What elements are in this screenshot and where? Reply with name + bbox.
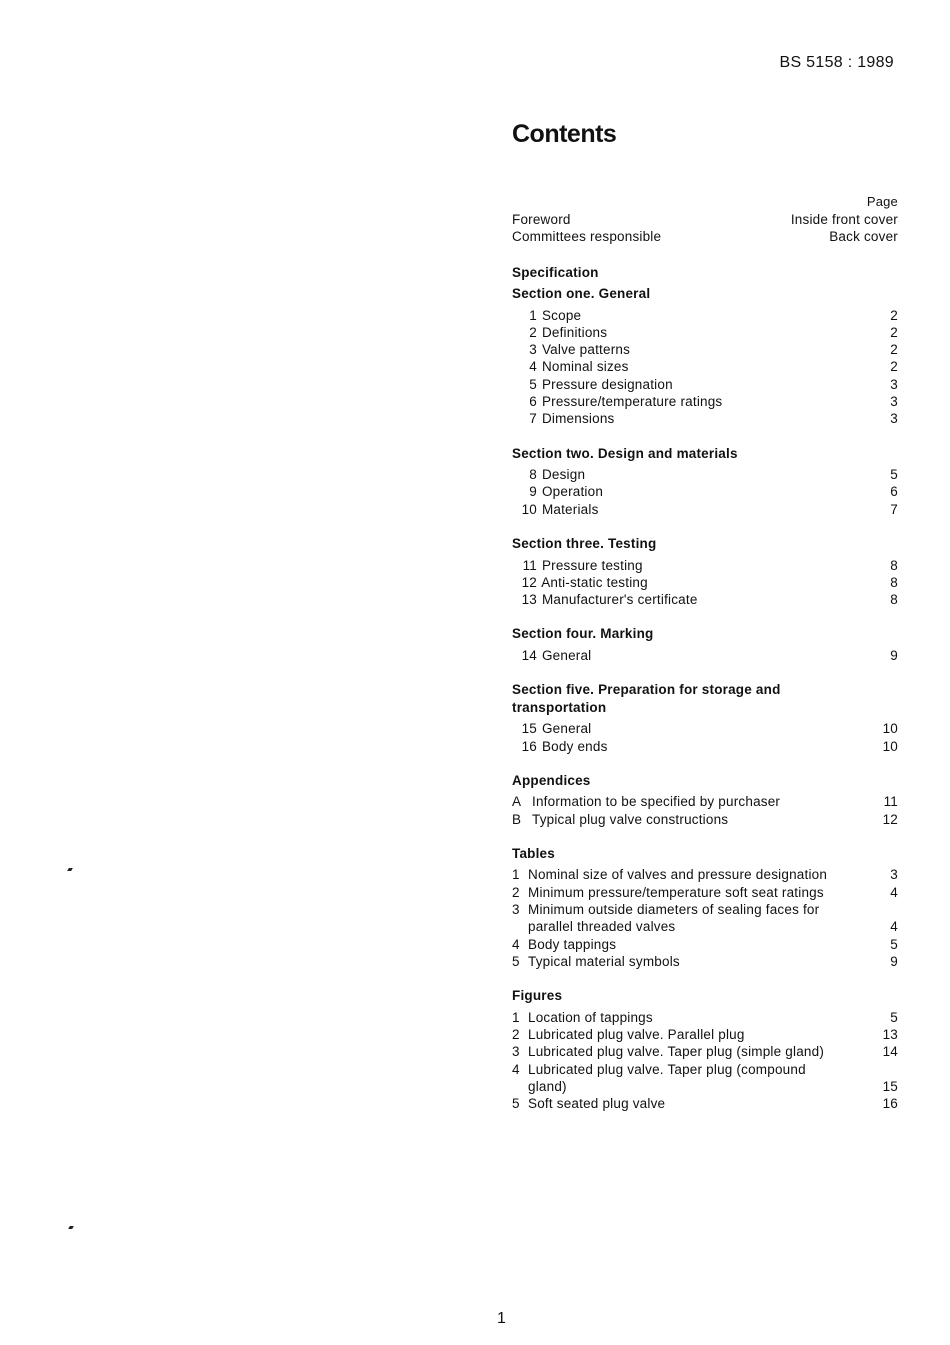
tables-heading: Tables (512, 845, 555, 861)
clause-number: 2 (529, 324, 537, 340)
clause-number: 15 (521, 721, 537, 737)
toc-entry[interactable] (512, 793, 898, 810)
scan-speck (67, 868, 73, 871)
appendix-letter: B (512, 811, 522, 827)
document-code: BS 5158 : 1989 (779, 54, 894, 71)
clause-number: 13 (521, 592, 537, 608)
clause-title: Definitions (541, 324, 608, 340)
toc-entry[interactable] (512, 647, 898, 664)
clause-title: Materials (541, 501, 599, 517)
toc-entry[interactable] (512, 738, 898, 755)
toc-page: Back cover (829, 229, 898, 245)
section-five-heading-line1: Section five. Preparation for storage and (512, 682, 781, 698)
toc-page: 13 (882, 1027, 898, 1043)
toc-entry[interactable] (512, 358, 898, 375)
section-one-heading: Section one. General (512, 286, 651, 302)
figure-title-line1: Lubricated plug valve. Taper plug (compound (528, 1061, 806, 1077)
toc-page: 3 (890, 376, 898, 392)
toc-page: 5 (890, 467, 898, 483)
clause-title: Design (541, 467, 586, 483)
toc-page: 8 (890, 574, 898, 590)
toc-page: 10 (882, 738, 898, 754)
clause-title: Anti-static testing (541, 574, 648, 590)
table-number: 5 (512, 953, 520, 969)
toc-page: 16 (882, 1096, 898, 1112)
section-five-heading-line2: transportation (512, 699, 607, 715)
toc-entry[interactable] (512, 324, 898, 341)
toc-entry[interactable] (512, 410, 898, 427)
toc-entry[interactable] (512, 1009, 898, 1026)
clause-title: General (541, 721, 592, 737)
table-number: 2 (512, 884, 520, 900)
toc-page: 11 (883, 794, 898, 810)
clause-title: Valve patterns (541, 342, 631, 358)
toc-entry[interactable] (512, 501, 898, 518)
clause-title: Operation (541, 484, 604, 500)
toc-page: 9 (890, 953, 898, 969)
toc-page: 6 (890, 484, 898, 500)
clause-title: General (541, 647, 592, 663)
toc-page: 2 (890, 307, 898, 323)
clause-number: 7 (529, 411, 537, 427)
toc-page: 8 (890, 557, 898, 573)
figure-number: 1 (512, 1009, 520, 1025)
clause-title: Scope (541, 307, 582, 323)
clause-number: 9 (529, 484, 537, 500)
toc-page: 14 (882, 1044, 898, 1060)
table-number: 3 (512, 902, 520, 918)
toc-page: 3 (890, 867, 898, 883)
table-title: Typical material symbols (528, 953, 680, 969)
figure-title: Location of tappings (528, 1009, 653, 1025)
clause-number: 11 (522, 557, 537, 573)
section-four-heading: Section four. Marking (512, 626, 654, 642)
toc-page: 4 (890, 884, 898, 900)
toc-entry[interactable] (512, 376, 898, 393)
page-column-label: Page (866, 194, 898, 209)
figure-number: 2 (512, 1027, 520, 1043)
toc-page: 12 (882, 811, 898, 827)
toc-entry[interactable] (512, 866, 898, 883)
toc-page: 3 (890, 394, 898, 410)
figure-number: 5 (512, 1096, 520, 1112)
scan-speck (68, 1226, 74, 1229)
clause-number: 3 (529, 342, 537, 358)
clause-number: 8 (529, 467, 537, 483)
toc-entry[interactable] (512, 466, 898, 483)
toc-entry[interactable] (512, 936, 898, 953)
table-title: Body tappings (528, 936, 617, 952)
clause-number: 5 (529, 376, 537, 392)
clause-number: 16 (521, 738, 537, 754)
toc-page: 15 (882, 1078, 898, 1094)
clause-title: Body ends (541, 738, 608, 754)
toc-page: 5 (890, 1009, 898, 1025)
appendix-title: Typical plug valve constructions (532, 811, 729, 827)
toc-page: 4 (890, 919, 898, 935)
figure-title: Soft seated plug valve (528, 1096, 666, 1112)
clause-number: 1 (529, 307, 537, 323)
page-number: 1 (497, 1310, 506, 1327)
clause-number: 4 (529, 359, 537, 375)
toc-entry[interactable] (512, 591, 898, 608)
toc-page: 3 (890, 411, 898, 427)
toc-page: 10 (882, 721, 898, 737)
toc-page: 8 (890, 592, 898, 608)
appendices-heading: Appendices (512, 772, 591, 788)
toc-entry[interactable] (512, 953, 898, 970)
table-number: 1 (512, 867, 520, 883)
toc-page: 2 (890, 359, 898, 375)
toc-entry[interactable] (512, 307, 898, 324)
figure-title-line2: gland) (528, 1078, 567, 1094)
toc-entry[interactable] (512, 720, 898, 737)
appendix-letter: A (512, 794, 522, 810)
figures-heading: Figures (512, 988, 563, 1004)
toc-entry[interactable] (512, 341, 898, 358)
toc-entry[interactable] (512, 811, 898, 828)
clause-number: 14 (521, 647, 537, 663)
clause-number: 10 (521, 501, 537, 517)
clause-title: Pressure designation (541, 376, 673, 392)
clause-title: Pressure/temperature ratings (541, 394, 723, 410)
toc-entry[interactable] (512, 574, 898, 591)
toc-entry-committees[interactable] (512, 228, 898, 245)
toc-page: 5 (890, 936, 898, 952)
toc-page: 2 (890, 324, 898, 340)
toc-entry[interactable] (512, 557, 898, 574)
toc-entry[interactable] (512, 1095, 898, 1112)
clause-title: Pressure testing (541, 557, 643, 573)
toc-entry[interactable] (512, 483, 898, 500)
toc-entry[interactable] (512, 1026, 898, 1043)
figure-number: 4 (512, 1061, 520, 1077)
toc-entry[interactable] (512, 393, 898, 410)
figure-number: 3 (512, 1044, 520, 1060)
toc-page: Inside front cover (790, 212, 898, 227)
table-number: 4 (512, 936, 520, 952)
page-title: Contents (512, 120, 617, 148)
toc-label: Committees responsible (512, 229, 662, 245)
table-of-contents (512, 193, 898, 1113)
table-title-line1: Minimum outside diameters of sealing faces for (528, 902, 820, 918)
toc-entry-foreword[interactable] (512, 211, 898, 228)
figure-title: Lubricated plug valve. Taper plug (simple gland) (528, 1044, 825, 1060)
clause-title: Nominal sizes (541, 359, 629, 375)
section-two-heading: Section two. Design and materials (512, 445, 738, 461)
appendix-title: Information to be specified by purchaser (532, 794, 781, 810)
clause-number: 12 (521, 574, 537, 590)
section-three-heading: Section three. Testing (512, 536, 657, 552)
clause-title: Manufacturer's certificate (541, 592, 698, 608)
toc-entry[interactable] (512, 901, 898, 936)
toc-label: Foreword (512, 212, 571, 227)
toc-page: 9 (890, 647, 898, 663)
toc-page: 7 (890, 501, 898, 517)
clause-title: Dimensions (541, 411, 615, 427)
table-title-line2: parallel threaded valves (528, 919, 676, 935)
specification-heading: Specification (512, 264, 599, 280)
toc-page: 2 (890, 342, 898, 358)
toc-entry[interactable] (512, 884, 898, 901)
table-title: Minimum pressure/temperature soft seat ratings (528, 884, 824, 900)
table-title: Nominal size of valves and pressure designation (528, 867, 828, 883)
toc-entry[interactable] (512, 1061, 898, 1096)
toc-entry[interactable] (512, 1043, 898, 1060)
clause-number: 6 (529, 394, 537, 410)
figure-title: Lubricated plug valve. Parallel plug (528, 1027, 745, 1043)
section-five-heading (512, 681, 898, 716)
